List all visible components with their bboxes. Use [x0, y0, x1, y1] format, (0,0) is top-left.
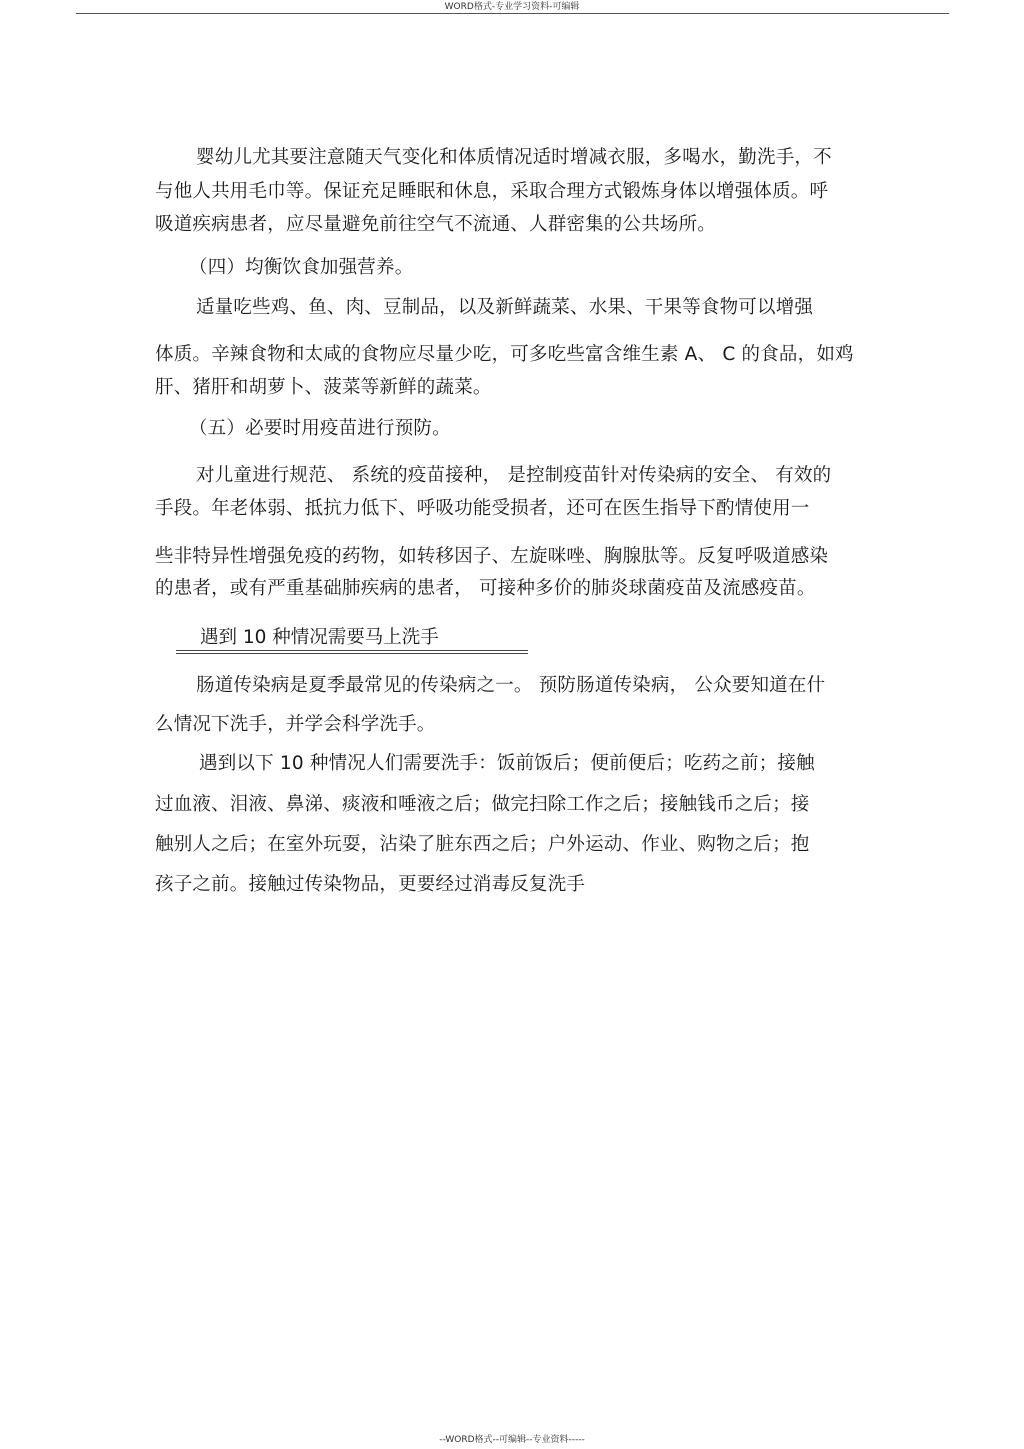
paragraph-line: 触别人之后；在室外玩耍，沾染了脏东西之后；户外运动、作业、购物之后；抱 [155, 834, 810, 855]
section-title-text: 遇到 10 种情况需要马上洗手 [200, 627, 439, 648]
paragraph-line: 遇到以下 10 种情况人们需要洗手：饭前饭后；便前便后；吃药之前；接触 [199, 753, 815, 774]
header-divider [76, 13, 949, 14]
paragraph-line: 过血液、泪液、鼻涕、痰液和唾液之后；做完扫除工作之后；接触钱币之后；接 [155, 794, 810, 815]
paragraph-line: 与他人共用毛巾等。保证充足睡眠和休息，采取合理方式锻炼身体以增强体质。呼 [155, 181, 829, 202]
paragraph-line: 适量吃些鸡、鱼、肉、豆制品，以及新鲜蔬菜、水果、干果等食物可以增强 [196, 297, 814, 318]
subheading-balanced-diet: （四）均衡饮食加强营养。 [189, 257, 414, 278]
section-title-underline [176, 650, 528, 654]
page-footer: --WORD格式--可编辑--专业资料----- [439, 1435, 585, 1445]
section-title [176, 624, 528, 654]
paragraph-line: 么情况下洗手，并学会科学洗手。 [155, 714, 436, 735]
paragraph-line: 手段。年老体弱、抵抗力低下、呼吸功能受损者，还可在医生指导下酌情使用一 [155, 498, 810, 519]
paragraph-line: 的患者，或有严重基础肺疾病的患者， 可接种多价的肺炎球菌疫苗及流感疫苗。 [155, 578, 816, 599]
paragraph-line: 肝、猪肝和胡萝卜、菠菜等新鲜的蔬菜。 [155, 377, 492, 398]
paragraph-line: 肠道传染病是夏季最常见的传染病之一。 预防肠道传染病， 公众要知道在什 [196, 675, 826, 696]
paragraph-line: 吸道疾病患者，应尽量避免前往空气不流通、人群密集的公共场所。 [155, 214, 717, 235]
page-header: WORD格式-专业学习资料-可编辑 [444, 2, 580, 12]
paragraph-line: 体质。辛辣食物和太咸的食物应尽量少吃，可多吃些富含维生素 A、 C 的食品，如鸡 [155, 344, 854, 365]
paragraph-line: 婴幼儿尤其要注意随天气变化和体质情况适时增减衣服，多喝水，勤洗手，不 [196, 147, 832, 168]
paragraph-line: 孩子之前。接触过传染物品，更要经过消毒反复洗手 [155, 874, 586, 895]
paragraph-line: 对儿童进行规范、 系统的疫苗接种， 是控制疫苗针对传染病的安全、 有效的 [196, 465, 832, 486]
subheading-vaccine: （五）必要时用疫苗进行预防。 [189, 418, 451, 439]
paragraph-line: 些非特异性增强免疫的药物，如转移因子、左旋咪唑、胸腺肽等。反复呼吸道感染 [155, 546, 829, 567]
